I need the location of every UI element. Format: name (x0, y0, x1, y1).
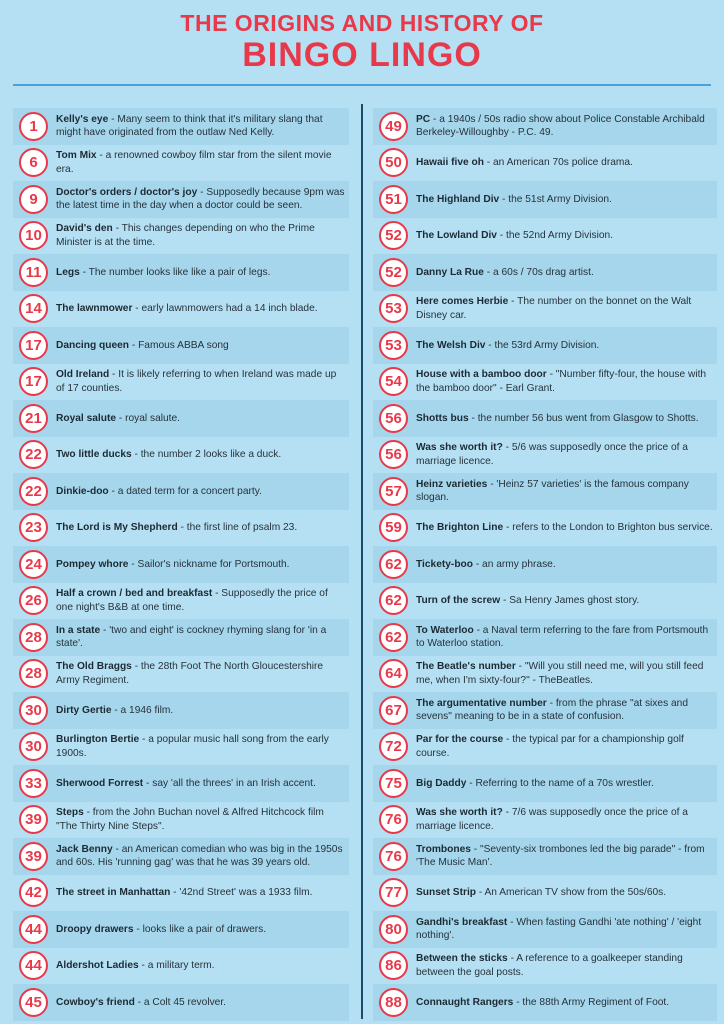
item-text (416, 558, 560, 572)
item-description: - This changes depending on who the Prime Minister is at the time. (56, 223, 315, 248)
list-item (13, 327, 349, 364)
number-badge: 26 (19, 586, 48, 615)
number-badge: 14 (19, 294, 48, 323)
item-text (56, 624, 349, 651)
item-term: Turn of the screw (416, 595, 501, 606)
item-term: Two little ducks (56, 449, 132, 460)
list-item (13, 875, 349, 912)
item-term: Tom Mix (56, 150, 97, 162)
number-badge: 33 (19, 769, 48, 798)
item-text (416, 266, 598, 280)
title-line-1: THE ORIGINS AND HISTORY OF (180, 10, 544, 36)
item-term: Doctor's orders / doctor's joy (56, 186, 198, 198)
number-badge: 67 (379, 696, 408, 725)
item-text (416, 952, 717, 979)
item-text (416, 412, 703, 426)
number-badge: 45 (19, 988, 48, 1017)
item-term: Was she worth it? (416, 442, 503, 454)
item-description: - refers to the London to Brighton bus service. (503, 522, 713, 533)
item-term: House with a bamboo door (416, 369, 547, 381)
item-description: - looks like a pair of drawers. (133, 923, 267, 935)
list-item (373, 656, 717, 693)
list-item (13, 546, 349, 583)
number-badge: 39 (19, 805, 48, 834)
item-term: Kelly's eye (56, 113, 109, 125)
item-term: Dirty Gertie (56, 704, 112, 716)
item-term: PC (416, 113, 431, 125)
number-badge: 86 (379, 951, 408, 980)
number-badge: 28 (19, 659, 48, 688)
item-description: - the number 2 looks like a duck. (131, 449, 282, 460)
item-term: Old Ireland (56, 369, 110, 381)
item-description: - An American TV show from the 50s/60s. (476, 887, 667, 898)
item-text (416, 441, 717, 468)
list-item (373, 218, 717, 255)
item-description: - a 1940s / 50s radio show about Police Constable Archibald Berkeley-Willoughby - P.C. 49. (416, 113, 705, 139)
item-term: Dancing queen (56, 339, 130, 351)
number-badge: 54 (379, 367, 408, 396)
item-term: The Lord is My Shepherd (56, 522, 178, 533)
number-badge: 72 (379, 732, 408, 761)
item-term: Big Daddy (416, 777, 467, 789)
number-badge: 23 (19, 513, 48, 542)
list-item (373, 802, 717, 839)
item-text (56, 996, 230, 1010)
item-description: - Famous ABBA song (129, 339, 229, 351)
item-text (56, 339, 233, 353)
number-badge: 75 (379, 769, 408, 798)
item-term: Pompey whore (56, 558, 129, 570)
item-text (56, 843, 349, 870)
list-item (373, 729, 717, 766)
item-term: In a state (56, 624, 101, 636)
number-badge: 62 (379, 550, 408, 579)
item-term: Shotts bus (416, 412, 469, 424)
item-description: - early lawnmowers had a 14 inch blade. (132, 303, 318, 314)
number-badge: 76 (379, 805, 408, 834)
list-item (13, 437, 349, 474)
item-description: - a popular music hall song from the early 1900s. (56, 734, 329, 759)
item-term: Here comes Herbie (416, 296, 509, 308)
item-text (416, 624, 717, 651)
number-badge: 39 (19, 842, 48, 871)
number-badge: 80 (379, 915, 408, 944)
number-badge: 76 (379, 842, 408, 871)
list-item (373, 583, 717, 620)
item-description: - 'Heinz 57 varieties' is the famous company slogan. (416, 478, 689, 504)
item-description: - It is likely referring to when Ireland was made up of 17 counties. (56, 369, 337, 394)
item-description: - say 'all the threes' in an Irish accent. (143, 777, 316, 789)
item-description: - 5/6 was supposedly once the price of a marriage licence. (416, 442, 688, 467)
item-term: Cowboy's friend (56, 996, 135, 1008)
number-badge: 17 (19, 367, 48, 396)
item-text (56, 806, 349, 833)
item-term: The lawnmower (56, 303, 133, 314)
number-badge: 57 (379, 477, 408, 506)
item-description: - 'two and eight' is cockney rhyming slang for 'in a state'. (56, 624, 327, 650)
list-item (13, 656, 349, 693)
item-term: The Brighton Line (416, 522, 504, 533)
header (0, 0, 724, 84)
number-badge: 56 (379, 404, 408, 433)
item-term: The Old Braggs (56, 661, 132, 673)
item-description: - "Number fifty-four, the house with the bamboo door" - Earl Grant. (416, 369, 707, 394)
list-item (373, 838, 717, 875)
item-text (56, 587, 349, 614)
item-term: Burlington Bertie (56, 734, 140, 746)
list-item (13, 838, 349, 875)
number-badge: 24 (19, 550, 48, 579)
list-item (373, 254, 717, 291)
item-description: - a dated term for a concert party. (108, 485, 262, 497)
item-text (56, 368, 349, 395)
list-item (373, 948, 717, 985)
item-term: Tickety-boo (416, 558, 473, 570)
item-term: Jack Benny (56, 843, 113, 855)
number-badge: 30 (19, 696, 48, 725)
list-item (373, 364, 717, 401)
item-text (416, 843, 717, 870)
number-badge: 53 (379, 294, 408, 323)
item-text (416, 521, 717, 535)
item-text (416, 660, 717, 687)
list-item (13, 254, 349, 291)
item-description: - The number on the bonnet on the Walt Disney car. (416, 296, 692, 321)
item-description: - "Seventy-six trombones led the big parade" - from 'The Music Man'. (416, 843, 705, 869)
list-item (373, 765, 717, 802)
item-text (56, 923, 270, 937)
item-term: Legs (56, 266, 80, 278)
item-term: To Waterloo (416, 624, 474, 636)
item-term: The Beatle's number (416, 661, 516, 673)
number-badge: 64 (379, 659, 408, 688)
item-description: - Referring to the name of a 70s wrestler. (466, 777, 654, 789)
number-badge: 52 (379, 221, 408, 250)
item-text (416, 916, 717, 943)
item-description: - the 28th Foot The North Gloucestershire Army Regiment. (56, 661, 324, 686)
number-badge: 44 (19, 951, 48, 980)
list-item (13, 948, 349, 985)
item-description: - the first line of psalm 23. (177, 522, 298, 533)
list-item (373, 291, 717, 328)
item-description: - the 51st Army Division. (499, 193, 612, 205)
item-term: Danny La Rue (416, 266, 484, 278)
item-description: - a military term. (138, 960, 215, 971)
number-badge: 49 (379, 112, 408, 141)
list-item (373, 327, 717, 364)
item-term: Between the sticks (416, 953, 508, 965)
number-badge: 50 (379, 148, 408, 177)
list-item (373, 108, 717, 145)
item-term: Steps (56, 807, 84, 819)
number-badge: 62 (379, 623, 408, 652)
item-text (416, 806, 717, 833)
item-text (416, 229, 617, 243)
item-description: - Sailor's nickname for Portsmouth. (128, 558, 290, 570)
list-item (13, 400, 349, 437)
number-badge: 9 (19, 185, 48, 214)
list-item (13, 583, 349, 620)
item-description: - "Will you still need me, will you still feed me, when I'm sixty-four?" - TheBeatles. (416, 661, 704, 686)
item-text (56, 302, 322, 316)
item-term: The street in Manhattan (56, 887, 171, 898)
item-text (416, 193, 616, 207)
left-column (13, 108, 349, 1020)
item-text (56, 448, 285, 462)
item-text (416, 777, 658, 791)
item-description: - a 1946 film. (111, 704, 174, 716)
list-item (373, 911, 717, 948)
number-badge: 1 (19, 112, 48, 141)
list-item (373, 145, 717, 182)
item-description: - the number 56 bus went from Glasgow to Shotts. (468, 412, 699, 424)
list-item (13, 145, 349, 182)
number-badge: 88 (379, 988, 408, 1017)
item-description: - Sa Henry James ghost story. (500, 595, 640, 606)
number-badge: 10 (19, 221, 48, 250)
item-text (56, 266, 274, 280)
item-term: Connaught Rangers (416, 996, 514, 1008)
list-item (13, 291, 349, 328)
item-text (56, 186, 349, 213)
item-term: The argumentative number (416, 697, 547, 709)
item-description: - the 53rd Army Division. (485, 339, 600, 351)
item-term: Was she worth it? (416, 807, 503, 819)
list-item (373, 437, 717, 474)
item-term: Gandhi's breakfast (416, 916, 508, 928)
item-description: - When fasting Gandhi 'ate nothing' / 'eight nothing'. (416, 916, 702, 942)
item-text (56, 959, 219, 973)
number-badge: 6 (19, 148, 48, 177)
item-text (56, 485, 266, 499)
item-term: Sunset Strip (416, 887, 477, 898)
item-text (56, 113, 349, 140)
item-text (56, 149, 349, 176)
number-badge: 53 (379, 331, 408, 360)
list-item (13, 692, 349, 729)
list-item (373, 181, 717, 218)
item-text (416, 156, 637, 170)
item-term: Sherwood Forrest (56, 777, 144, 789)
item-text (416, 886, 670, 900)
item-term: Trombones (416, 843, 471, 855)
item-description: - the 88th Army Regiment of Foot. (513, 996, 670, 1008)
item-term: Heinz varieties (416, 478, 488, 490)
item-text (416, 339, 603, 353)
number-badge: 44 (19, 915, 48, 944)
number-badge: 59 (379, 513, 408, 542)
item-text (416, 733, 717, 760)
item-text (416, 113, 717, 140)
list-item (373, 875, 717, 912)
item-term: The Welsh Div (416, 339, 486, 351)
item-text (416, 594, 643, 608)
list-item (13, 729, 349, 766)
list-item (373, 400, 717, 437)
item-text (56, 777, 320, 791)
item-description: - the 52nd Army Division. (496, 230, 614, 241)
column-divider (361, 104, 363, 1019)
item-term: Droopy drawers (56, 923, 134, 935)
title-line-2: BINGO LINGO (242, 36, 482, 74)
list-item (373, 546, 717, 583)
item-term: Hawaii five oh (416, 157, 484, 168)
item-term: Dinkie-doo (56, 485, 109, 497)
list-item (13, 510, 349, 547)
item-description: - royal salute. (116, 412, 181, 424)
list-item (13, 765, 349, 802)
item-description: - the typical par for a championship golf course. (416, 734, 684, 759)
item-text (56, 886, 316, 900)
list-item (13, 984, 349, 1021)
item-description: - an American comedian who was big in the 1950s and 60s. His 'running gag' was that he was 39 years old. (56, 843, 343, 869)
item-text (56, 521, 301, 535)
item-text (416, 295, 717, 322)
item-description: - The number looks like like a pair of legs. (79, 266, 271, 278)
item-text (56, 412, 184, 426)
list-item (373, 692, 717, 729)
item-term: Aldershot Ladies (56, 960, 139, 971)
list-item (13, 364, 349, 401)
item-description: - a Colt 45 revolver. (134, 996, 227, 1008)
list-item (13, 108, 349, 145)
item-term: Par for the course (416, 734, 504, 746)
number-badge: 51 (379, 185, 408, 214)
item-description: - from the phrase "at sixes and sevens" meaning to be in a state of confusion. (416, 697, 688, 723)
item-description: - Supposedly because 9pm was the latest time in the day when a doctor could be seen. (56, 186, 345, 212)
item-term: David's den (56, 223, 113, 235)
item-text (416, 697, 717, 724)
item-description: - Supposedly the price of one night's B&B at one time. (56, 588, 328, 613)
item-description: - an American 70s police drama. (483, 157, 633, 168)
list-item (13, 473, 349, 510)
item-term: Royal salute (56, 412, 117, 424)
number-badge: 77 (379, 878, 408, 907)
item-text (416, 996, 673, 1010)
number-badge: 11 (19, 258, 48, 287)
item-description: - a renowned cowboy film star from the silent movie era. (56, 150, 332, 175)
list-item (373, 473, 717, 510)
list-item (373, 984, 717, 1021)
item-description: - 7/6 was supposedly once the price of a marriage licence. (416, 807, 688, 832)
item-text (416, 368, 717, 395)
item-text (56, 733, 349, 760)
item-description: - a Naval term referring to the fare from Portsmouth to Waterloo station. (416, 624, 709, 650)
list-item (13, 218, 349, 255)
list-item (373, 510, 717, 547)
number-badge: 28 (19, 623, 48, 652)
list-item (13, 911, 349, 948)
item-description: - from the John Buchan novel & Alfred Hitchcock film "The Thirty Nine Steps". (56, 807, 324, 832)
item-text (56, 222, 349, 249)
list-item (13, 619, 349, 656)
number-badge: 22 (19, 477, 48, 506)
item-term: The Lowland Div (416, 230, 497, 241)
item-text (56, 660, 349, 687)
item-description: - a 60s / 70s drag artist. (483, 266, 594, 278)
list-item (373, 619, 717, 656)
item-text (56, 558, 294, 572)
item-text (416, 478, 717, 505)
number-badge: 62 (379, 586, 408, 615)
item-description: - '42nd Street' was a 1933 film. (170, 887, 313, 898)
list-item (13, 181, 349, 218)
item-description: - A reference to a goalkeeper standing between the goal posts. (416, 953, 683, 978)
number-badge: 17 (19, 331, 48, 360)
list-item (13, 802, 349, 839)
item-term: Half a crown / bed and breakfast (56, 588, 213, 600)
item-text (56, 704, 177, 718)
number-badge: 30 (19, 732, 48, 761)
number-badge: 21 (19, 404, 48, 433)
item-description: - an army phrase. (473, 558, 556, 570)
right-column (373, 108, 717, 1020)
item-term: The Highland Div (416, 193, 500, 205)
number-badge: 52 (379, 258, 408, 287)
header-rule (13, 84, 711, 86)
number-badge: 22 (19, 440, 48, 469)
item-description: - Many seem to think that it's military slang that might have originated from the outlaw Ned Kelly. (56, 113, 323, 139)
number-badge: 56 (379, 440, 408, 469)
number-badge: 42 (19, 878, 48, 907)
